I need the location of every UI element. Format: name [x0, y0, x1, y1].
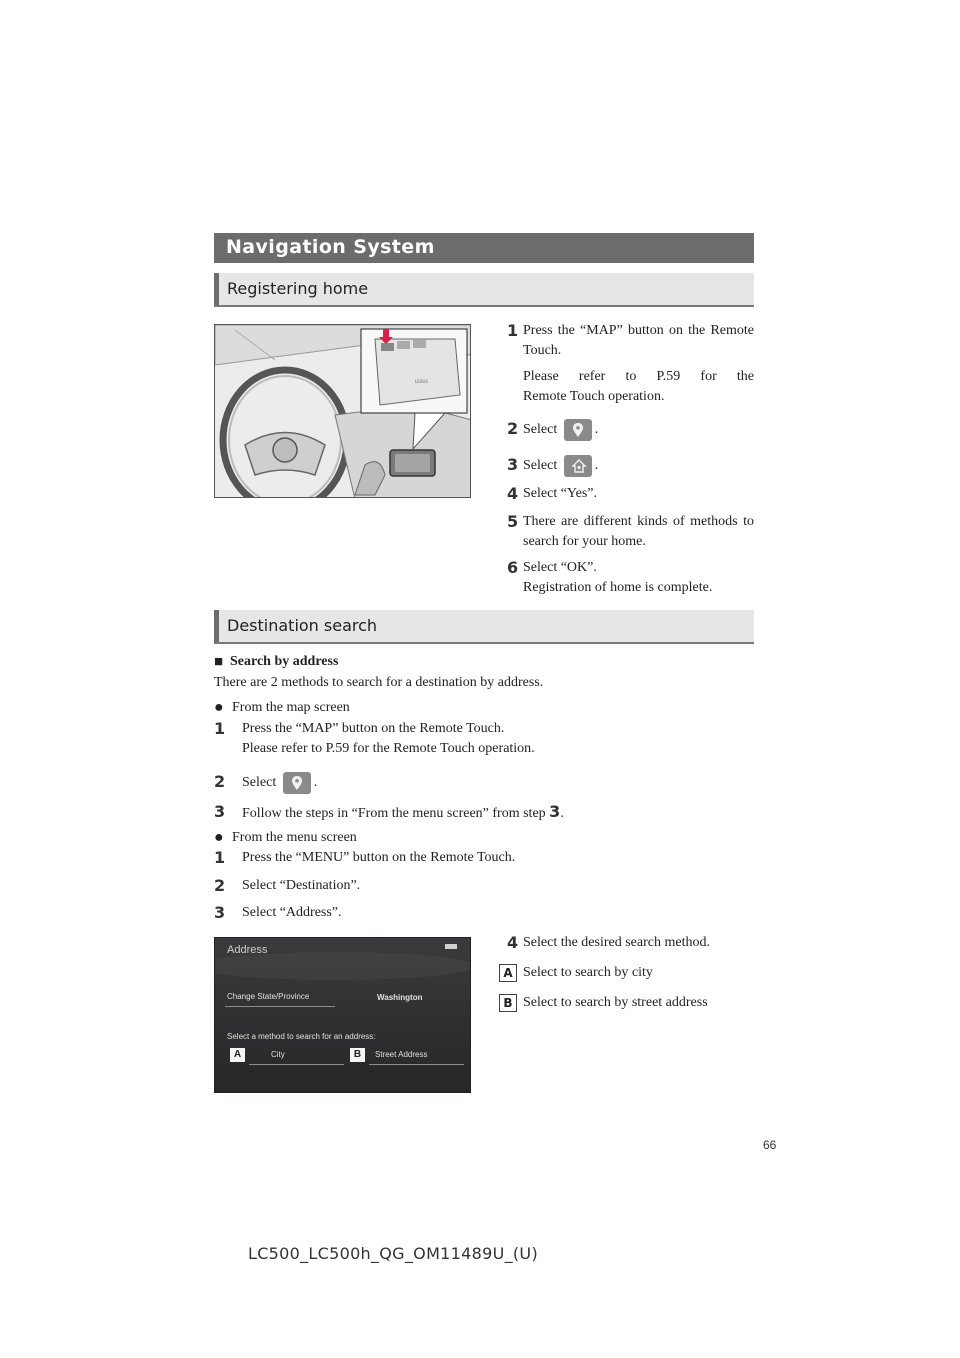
- dashboard-drawing: [215, 325, 471, 498]
- step-number: 1: [214, 719, 226, 738]
- step-number: 3: [214, 903, 226, 922]
- chapter-header-bar: [214, 233, 754, 263]
- option-a-text: Select to search by city: [523, 965, 653, 980]
- step-text: Select: [242, 775, 277, 791]
- address-screen-image: [214, 937, 471, 1093]
- step-text-row: [242, 772, 317, 794]
- chapter-title: Navigation System: [226, 236, 435, 258]
- home-icon: [564, 455, 592, 477]
- divider: [249, 1064, 344, 1065]
- change-state-button[interactable]: Change State/Province: [227, 992, 310, 1001]
- step-reference: 3: [549, 802, 561, 821]
- marker-a: A: [230, 1048, 245, 1062]
- section-bar-destination-search: [214, 610, 754, 644]
- step-number: 1: [507, 321, 519, 340]
- step-number: 1: [214, 848, 226, 867]
- step-text: Select “Address”.: [242, 905, 342, 920]
- step-number: 2: [507, 419, 519, 438]
- document-footer: LC500_LC500h_QG_OM11489U_(U): [248, 1244, 538, 1263]
- section-title-destination-search: Destination search: [227, 616, 378, 635]
- intro-text: There are 2 methods to search for a destination by address.: [214, 675, 544, 690]
- section-title-registering-home: Registering home: [227, 279, 369, 298]
- marker-a: A: [499, 964, 517, 982]
- step-number: 6: [507, 558, 519, 577]
- step-text: Select the desired search method.: [523, 935, 710, 950]
- subheading-marker: ■: [214, 654, 224, 670]
- step-text-row: [242, 802, 564, 824]
- step-text: Please refer to P.59 for the Remote Touch operation.: [242, 741, 535, 756]
- step-text: Follow the steps in “From the menu screen” from step: [242, 806, 546, 821]
- step-text-row: [523, 419, 598, 441]
- state-value: Washington: [377, 993, 423, 1002]
- section-bar-registering-home: [214, 273, 754, 307]
- divider: [225, 1006, 335, 1007]
- step-text: .: [313, 775, 318, 791]
- step-text: Touch.: [523, 343, 562, 358]
- page-number: 66: [763, 1138, 777, 1152]
- step-text: Select “OK”.: [523, 560, 597, 575]
- step-number: 4: [507, 933, 519, 952]
- step-text: Select “Destination”.: [242, 878, 361, 893]
- city-button[interactable]: City: [271, 1050, 285, 1059]
- option-b-text: Select to search by street address: [523, 995, 708, 1010]
- search-method-prompt: Select a method to search for an address:: [227, 1032, 376, 1041]
- step-number: 2: [214, 772, 226, 791]
- bullet-icon: ●: [214, 699, 224, 716]
- step-text: Press the “MENU” button on the Remote Touch.: [242, 850, 516, 865]
- destination-pin-icon: [564, 419, 592, 441]
- bullet-icon: ●: [214, 829, 224, 846]
- marker-b: B: [499, 994, 517, 1012]
- step-note: Remote Touch operation.: [523, 389, 665, 404]
- step-text: There are different kinds of methods to: [523, 514, 754, 529]
- step-text: Select: [523, 458, 558, 474]
- step-text: Select: [523, 422, 558, 438]
- step-text: Select “Yes”.: [523, 486, 598, 501]
- step-number: 4: [507, 484, 519, 503]
- step-number: 2: [214, 876, 226, 895]
- step-note: Please refer to P.59 for the: [523, 369, 754, 384]
- marker-b: B: [350, 1048, 365, 1062]
- step-text: Registration of home is complete.: [523, 580, 713, 595]
- step-number: 3: [507, 455, 519, 474]
- step-text: .: [594, 458, 599, 474]
- method-title: From the map screen: [232, 700, 350, 715]
- divider: [369, 1064, 464, 1065]
- subheading-search-by-address: Search by address: [230, 654, 339, 669]
- step-text: .: [594, 422, 599, 438]
- step-text: search for your home.: [523, 534, 646, 549]
- step-text: Press the “MAP” button on the Remote Touch.: [242, 721, 505, 736]
- method-title: From the menu screen: [232, 830, 357, 845]
- svg-text:LEXUS: LEXUS: [415, 379, 428, 384]
- step-text: Press the “MAP” button on the Remote: [523, 323, 754, 338]
- destination-pin-icon: [283, 772, 311, 794]
- screen-background: [215, 938, 471, 1093]
- step-text: .: [560, 806, 564, 821]
- street-address-button[interactable]: Street Address: [375, 1050, 428, 1059]
- remote-touch-illustration: [214, 324, 471, 498]
- step-number: 3: [214, 802, 226, 821]
- screen-title: Address: [227, 944, 268, 956]
- step-text-row: [523, 455, 598, 477]
- step-number: 5: [507, 512, 519, 531]
